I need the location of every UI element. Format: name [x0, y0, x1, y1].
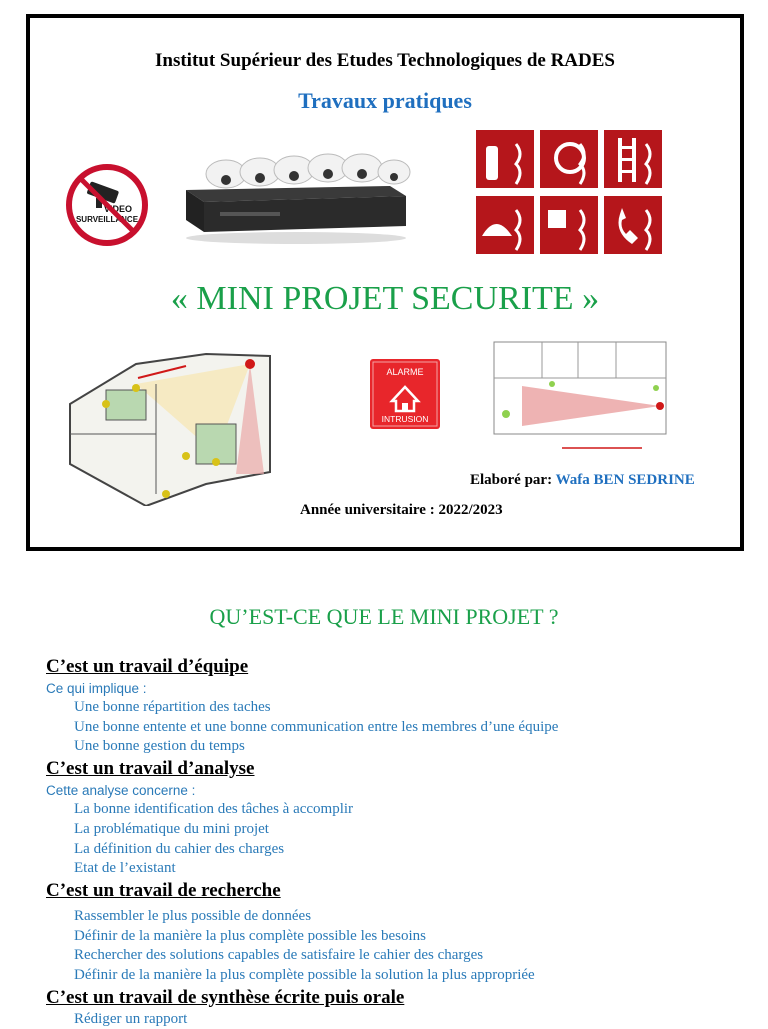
floor-plan-image-left: [66, 344, 272, 506]
block-intro: Ce qui implique :: [46, 681, 147, 696]
dvr-camera-kit-image: [180, 146, 412, 246]
block-intro: Cette analyse concerne :: [46, 783, 196, 799]
alarm-sign-text-2: INTRUSION: [381, 414, 429, 424]
author-line: [470, 472, 695, 489]
block-list: [46, 907, 746, 986]
list-item: Définir de la manière la plus complète possible la solution la plus appropriée: [74, 967, 535, 984]
list-item: Définir de la manière la plus complète possible les besoins: [74, 927, 426, 944]
list-item: Une bonne répartition des taches: [74, 699, 271, 715]
list-item: La bonne identification des tâches à accomplir: [74, 801, 354, 818]
call-point-icon: [548, 210, 566, 228]
block-synthesis: [46, 986, 746, 1029]
block-list: [46, 698, 746, 757]
extinguisher-icon: [486, 146, 498, 180]
block-heading: C’est un travail d’équipe: [46, 656, 249, 677]
block-research: [46, 879, 746, 986]
list-item: La définition du cahier des charges: [74, 840, 285, 857]
alarm-intrusion-sign: [370, 359, 440, 429]
list-item: Une bonne gestion du temps: [74, 738, 245, 755]
block-team-work: [46, 655, 746, 757]
block-heading: C’est un travail d’analyse: [46, 758, 255, 780]
section-content: [46, 655, 746, 1029]
list-item: Rechercher des solutions capables de satisfaire le cahier des charges: [74, 947, 484, 964]
floor-plan-image-right: [492, 340, 668, 454]
video-sign-text-2: SURVEILLANCE: [75, 215, 139, 224]
institute-name: Institut Supérieur des Etudes Technologiques de RADES: [155, 50, 615, 71]
video-sign-text-1: VIDEO: [103, 204, 133, 214]
section-title: QU’EST-CE QUE LE MINI PROJET ?: [209, 604, 559, 629]
author-label: Elaboré par:: [470, 472, 553, 488]
list-item: La problématique du mini projet: [74, 820, 269, 837]
block-heading: C’est un travail de recherche: [46, 879, 281, 901]
list-item: Rédiger un rapport: [74, 1010, 188, 1027]
list-item: Etat de l’existant: [74, 860, 176, 877]
subtitle: Travaux pratiques: [298, 88, 472, 113]
block-heading: C’est un travail de synthèse écrite puis orale: [46, 986, 405, 1008]
fire-safety-signs: [474, 124, 666, 260]
list-item: Une bonne entente et une bonne communication entre les membres d’une équipe: [74, 718, 559, 735]
cover-page: [26, 14, 744, 551]
block-list: [46, 800, 746, 879]
academic-year: Année universitaire : 2022/2023: [300, 502, 503, 518]
block-list: [46, 1010, 746, 1029]
author-name: Wafa BEN SEDRINE: [555, 472, 695, 488]
list-item: Rassembler le plus possible de données: [74, 907, 312, 924]
project-title: « MINI PROJET SECURITE »: [170, 280, 600, 317]
alarm-sign-text-1: ALARME: [386, 367, 424, 377]
block-analysis: [46, 757, 746, 879]
video-surveillance-sign: [66, 164, 148, 246]
